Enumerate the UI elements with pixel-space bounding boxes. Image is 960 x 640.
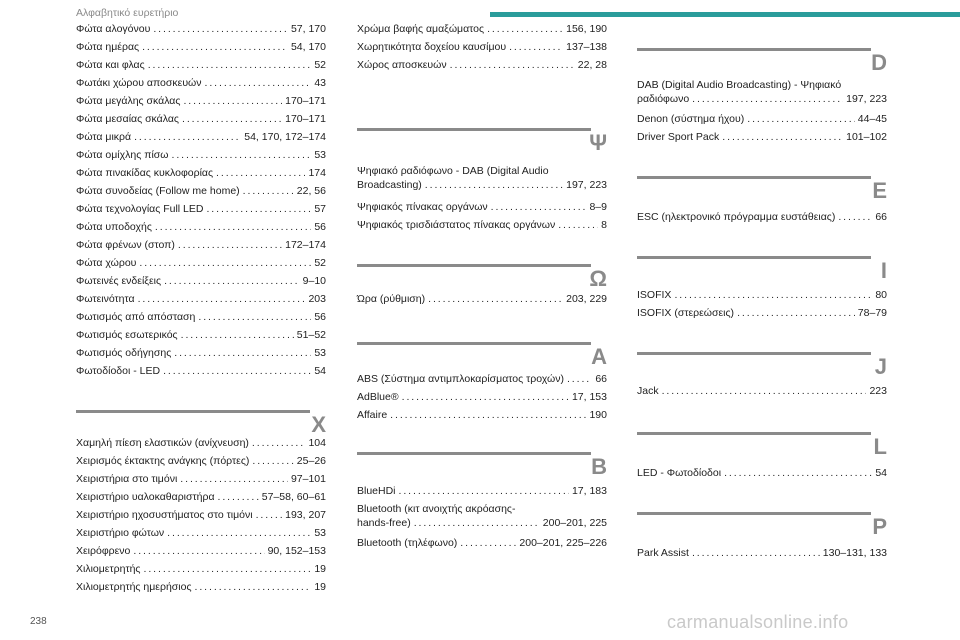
section-rule [637, 432, 871, 435]
index-entry: ABS (Σύστημα αντιμπλοκαρίσματος τροχών) . . . 66 [357, 372, 607, 386]
index-entry: Χωρητικότητα δοχείου καυσίμου . . . 137–138 [357, 40, 607, 54]
section-letter: Ω [589, 266, 607, 291]
index-entry: Φωτισμός εσωτερικός . . . 51–52 [76, 328, 326, 342]
index-entry: Χειριστήριο φώτων . . . 53 [76, 526, 326, 540]
index-entry: Φώτα χώρου . . . 52 [76, 256, 326, 270]
index-entry: Bluetooth (τηλέφωνο) . . . 200–201, 225–226 [357, 536, 607, 550]
index-entry: Χιλιομετρητής . . . 19 [76, 562, 326, 576]
section-letter: D [871, 50, 887, 75]
index-entry: Ώρα (ρύθμιση) . . . 203, 229 [357, 292, 607, 306]
section-letter: E [872, 178, 887, 203]
section-rule [637, 176, 871, 179]
index-entry: DAB (Digital Audio Broadcasting) - Ψηφιακό ραδιόφωνο . . . 197, 223 [637, 78, 887, 106]
section-rule [637, 48, 871, 51]
index-entry: Φώτα πινακίδας κυκλοφορίας . . . 174 [76, 166, 326, 180]
index-entry: Φωτισμός οδήγησης . . . 53 [76, 346, 326, 360]
index-entry: Χειρισμός έκτακτης ανάγκης (πόρτες) . . . 25–26 [76, 454, 326, 468]
section-rule [357, 452, 591, 455]
index-entry: Ψηφιακός πίνακας οργάνων . . . 8–9 [357, 200, 607, 214]
index-entry: Φωτεινές ενδείξεις . . . 9–10 [76, 274, 326, 288]
section-letter: P [872, 514, 887, 539]
index-entry: Χειριστήριο ηχοσυστήματος στο τιμόνι . . . 193, 207 [76, 508, 326, 522]
index-entry: Φώτα μεσαίας σκάλας . . . 170–171 [76, 112, 326, 126]
index-entry: ESC (ηλεκτρονικό πρόγραμμα ευστάθειας) . . . 66 [637, 210, 887, 224]
section-rule [357, 342, 591, 345]
index-entry: Ψηφιακός τρισδιάστατος πίνακας οργάνων . . . 8 [357, 218, 607, 232]
index-entry: Χειριστήρια στο τιμόνι . . . 97–101 [76, 472, 326, 486]
index-entry: ISOFIX (στερεώσεις) . . . 78–79 [637, 306, 887, 320]
index-entry: Χιλιομετρητής ημερήσιος . . . 19 [76, 580, 326, 594]
section-letter: Ψ [589, 130, 607, 155]
index-entry: Φώτα αλογόνου . . . 57, 170 [76, 22, 326, 36]
index-entry: Χρώμα βαφής αμαξώματος . . . 156, 190 [357, 22, 607, 36]
header-title: Αλφαβητικό ευρετήριο [76, 7, 179, 19]
section-letter: J [874, 354, 887, 379]
index-entry: Φώτα και φλας . . . 52 [76, 58, 326, 72]
section-letter: I [880, 258, 887, 283]
index-entry: Jack . . . 223 [637, 384, 887, 398]
page-number: 238 [30, 616, 47, 627]
section-rule [637, 512, 871, 515]
index-entry: Φώτα μικρά . . . 54, 170, 172–174 [76, 130, 326, 144]
section-letter: B [591, 454, 607, 479]
index-entry: Denon (σύστημα ήχου) . . . 44–45 [637, 112, 887, 126]
section-rule [637, 256, 871, 259]
index-entry: Φώτα φρένων (στοπ) . . . 172–174 [76, 238, 326, 252]
index-entry: Φώτα υποδοχής . . . 56 [76, 220, 326, 234]
index-entry: Ψηφιακό ραδιόφωνο - DAB (Digital Audio Broadcasting) . . . 197, 223 [357, 164, 607, 192]
index-entry: Χειριστήριο υαλοκαθαριστήρα . . . 57–58, 60–61 [76, 490, 326, 504]
section-letter: L [873, 434, 887, 459]
index-entry: BlueHDi . . . 17, 183 [357, 484, 607, 498]
index-entry: ISOFIX . . . 80 [637, 288, 887, 302]
header-accent-bar [490, 12, 960, 17]
index-entry: Φωτάκι χώρου αποσκευών . . . 43 [76, 76, 326, 90]
index-entry: Affaire . . . 190 [357, 408, 607, 422]
section-letter: A [591, 344, 607, 369]
index-entry: Park Assist . . . 130–131, 133 [637, 546, 887, 560]
index-entry: Φωτοδίοδοι - LED . . . 54 [76, 364, 326, 378]
index-entry: Φώτα μεγάλης σκάλας . . . 170–171 [76, 94, 326, 108]
index-entry: Χώρος αποσκευών . . . 22, 28 [357, 58, 607, 72]
index-entry: Χαμηλή πίεση ελαστικών (ανίχνευση) . . . 104 [76, 436, 326, 450]
index-entry: Φώτα συνοδείας (Follow me home) . . . 22, 56 [76, 184, 326, 198]
index-entry: Φωτεινότητα . . . 203 [76, 292, 326, 306]
index-entry: Φώτα ημέρας . . . 54, 170 [76, 40, 326, 54]
index-entry: Driver Sport Pack . . . 101–102 [637, 130, 887, 144]
section-rule [637, 352, 871, 355]
watermark: carmanualsonline.info [667, 612, 849, 632]
section-rule [76, 410, 310, 413]
index-entry: LED - Φωτοδίοδοι . . . 54 [637, 466, 887, 480]
section-rule [357, 264, 591, 267]
section-letter: X [311, 412, 326, 437]
index-entry: Φωτισμός από απόσταση . . . 56 [76, 310, 326, 324]
section-rule [357, 128, 591, 131]
index-entry: Φώτα τεχνολογίας Full LED . . . 57 [76, 202, 326, 216]
index-entry: Bluetooth (κιτ ανοιχτής ακρόασης- hands-free) . . . 200–201, 225 [357, 502, 607, 530]
index-entry: Φώτα ομίχλης πίσω . . . 53 [76, 148, 326, 162]
index-entry: AdBlue® . . . 17, 153 [357, 390, 607, 404]
index-entry: Χειρόφρενο . . . 90, 152–153 [76, 544, 326, 558]
